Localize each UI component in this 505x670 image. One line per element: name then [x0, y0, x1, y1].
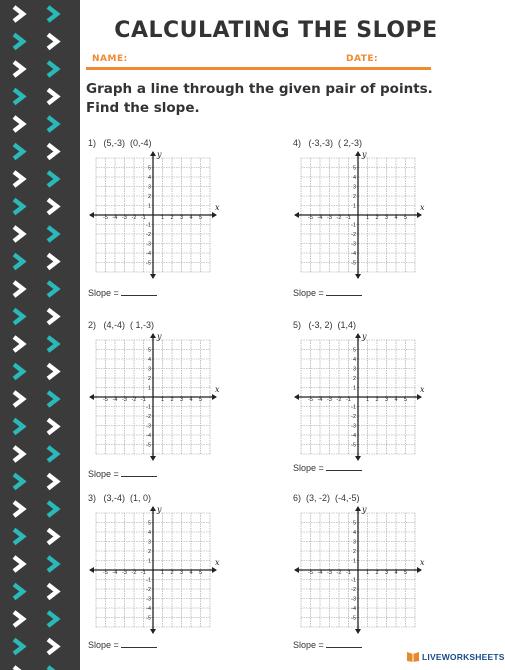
chevron-arrow — [48, 227, 57, 241]
chevron-arrow — [14, 35, 23, 49]
x-axis-arrow-right — [417, 394, 422, 400]
slope-answer[interactable] — [88, 287, 157, 298]
y-tick-label: 2 — [147, 549, 151, 555]
x-tick-label: 2 — [170, 397, 174, 403]
y-tick-label: -2 — [146, 414, 151, 420]
x-tick-label: -2 — [131, 215, 137, 221]
y-tick-label: 2 — [352, 194, 356, 200]
slope-blank[interactable] — [326, 639, 362, 648]
x-tick-label: 3 — [179, 570, 184, 576]
y-tick-label: 2 — [147, 376, 151, 382]
x-tick-label: -2 — [131, 397, 137, 403]
x-tick-label: -5 — [308, 397, 313, 403]
x-tick-label: -1 — [346, 215, 351, 221]
x-tick-label: -5 — [308, 570, 313, 576]
x-tick-label: 1 — [365, 570, 370, 576]
y-tick-label: -5 — [351, 615, 356, 622]
y-tick-label: -4 — [146, 606, 151, 612]
slope-label: Slope = — [88, 288, 119, 298]
chevron-arrow — [14, 282, 23, 296]
x-tick-label: 3 — [384, 215, 389, 221]
coordinate-grid[interactable] — [88, 505, 218, 630]
instructions-line-1: Graph a line through the given pair of points. — [86, 81, 433, 97]
chevron-arrow — [48, 557, 57, 571]
y-tick-label: -2 — [351, 587, 356, 593]
x-axis-label: x — [420, 558, 425, 567]
header-rule — [86, 67, 431, 70]
y-tick-label: 4 — [147, 175, 151, 181]
y-axis-arrow-up — [355, 506, 361, 511]
slope-blank[interactable] — [326, 462, 362, 471]
x-tick-label: -4 — [317, 215, 323, 221]
chevron-arrow — [14, 310, 23, 324]
x-tick-label: -5 — [308, 215, 313, 221]
x-axis-arrow-right — [212, 394, 217, 400]
y-tick-label: -2 — [146, 587, 151, 593]
x-tick-label: 1 — [365, 215, 370, 221]
chevron-arrow — [14, 172, 23, 186]
x-tick-label: 4 — [394, 570, 398, 576]
x-tick-label: 2 — [170, 215, 174, 221]
y-axis-arrow-up — [355, 333, 361, 338]
x-tick-label: -4 — [112, 570, 118, 576]
y-tick-label: -2 — [351, 232, 356, 238]
problem-5 — [293, 320, 473, 495]
x-tick-label: -5 — [103, 397, 108, 403]
chevron-arrow — [14, 227, 23, 241]
x-tick-label: -4 — [317, 570, 323, 576]
y-tick-label: -4 — [351, 251, 356, 257]
chevron-arrow — [48, 117, 57, 131]
logo-wordmark: LIVEWORKSHEETS — [422, 652, 505, 662]
slope-label: Slope = — [88, 640, 119, 650]
coordinate-grid[interactable] — [293, 150, 423, 275]
chevron-arrow — [14, 392, 23, 406]
chevron-arrow — [48, 310, 57, 324]
chevron-arrow — [14, 255, 23, 269]
chevron-arrow — [48, 282, 57, 296]
coordinate-grid[interactable] — [88, 150, 218, 275]
chevron-arrow — [48, 7, 57, 21]
y-tick-label: 4 — [352, 175, 356, 181]
slope-answer[interactable] — [88, 639, 157, 650]
problem-4 — [293, 138, 473, 313]
x-tick-label: -2 — [336, 570, 342, 576]
y-tick-label: -5 — [146, 442, 151, 449]
slope-label: Slope = — [293, 640, 324, 650]
x-tick-label: 2 — [375, 397, 379, 403]
x-tick-label: -3 — [327, 570, 332, 576]
x-axis-arrow-right — [212, 567, 217, 573]
x-tick-label: 5 — [403, 570, 408, 576]
x-tick-label: 4 — [189, 397, 193, 403]
x-tick-label: 5 — [198, 215, 203, 221]
x-tick-label: -3 — [122, 215, 127, 221]
y-axis-arrow-down — [355, 274, 361, 279]
slope-answer[interactable] — [293, 287, 362, 298]
chevron-arrow — [14, 447, 23, 461]
y-tick-label: 5 — [147, 520, 151, 527]
x-tick-label: 3 — [384, 570, 389, 576]
y-axis-arrow-down — [150, 456, 156, 461]
x-tick-label: -5 — [103, 215, 108, 221]
chevron-arrow — [14, 612, 23, 626]
chevron-arrow — [48, 62, 57, 76]
slope-answer[interactable] — [293, 462, 362, 473]
x-axis-arrow-left — [89, 212, 94, 218]
x-axis-label: x — [420, 203, 425, 212]
y-tick-label: -2 — [351, 414, 356, 420]
chevron-arrow — [14, 557, 23, 571]
chevron-arrow — [48, 392, 57, 406]
x-axis-arrow-right — [212, 212, 217, 218]
coordinate-grid[interactable] — [293, 332, 423, 457]
chevron-arrow — [14, 585, 23, 599]
x-tick-label: 1 — [160, 397, 165, 403]
y-tick-label: 3 — [352, 184, 356, 191]
chevron-arrow — [48, 612, 57, 626]
chevron-arrow — [48, 585, 57, 599]
y-tick-label: 4 — [352, 530, 356, 536]
y-axis-arrow-up — [150, 333, 156, 338]
instructions-line-2: Find the slope. — [86, 100, 200, 116]
y-tick-label: 4 — [352, 357, 356, 363]
y-tick-label: -1 — [146, 577, 151, 584]
x-tick-label: 4 — [394, 397, 398, 403]
x-axis-arrow-left — [294, 394, 299, 400]
y-tick-label: 4 — [147, 530, 151, 536]
y-tick-label: 5 — [352, 165, 356, 172]
y-tick-label: -1 — [146, 404, 151, 411]
y-tick-label: -3 — [146, 241, 151, 248]
y-axis-arrow-up — [355, 151, 361, 156]
y-tick-label: 3 — [147, 366, 151, 373]
problem-label: 5) (-3, 2) (1,4) — [293, 320, 357, 330]
y-axis-label: y — [362, 150, 367, 159]
slope-blank[interactable] — [121, 468, 157, 477]
y-tick-label: -5 — [351, 260, 356, 267]
y-tick-label: 2 — [147, 194, 151, 200]
chevron-arrow — [48, 420, 57, 434]
y-tick-label: 5 — [352, 520, 356, 527]
chevron-arrow — [48, 337, 57, 351]
x-tick-label: 1 — [160, 215, 165, 221]
chevron-arrow — [48, 530, 57, 544]
y-tick-label: -1 — [351, 404, 356, 411]
y-tick-label: -3 — [351, 423, 356, 430]
chevron-arrow — [14, 365, 23, 379]
x-axis-arrow-left — [294, 212, 299, 218]
y-tick-label: 5 — [147, 347, 151, 354]
problem-label: 3) (3,-4) (1, 0) — [88, 493, 152, 503]
x-tick-label: 4 — [189, 215, 193, 221]
chevron-arrow — [48, 502, 57, 516]
x-tick-label: 1 — [160, 570, 165, 576]
y-axis-label: y — [157, 505, 162, 514]
y-axis-label: y — [362, 332, 367, 341]
y-tick-label: 4 — [147, 357, 151, 363]
chevron-arrow — [14, 145, 23, 159]
y-tick-label: 2 — [352, 549, 356, 555]
y-tick-label: -4 — [146, 433, 151, 439]
slope-blank[interactable] — [121, 639, 157, 648]
y-axis-arrow-down — [355, 629, 361, 634]
y-axis-label: y — [157, 150, 162, 159]
book-icon — [406, 650, 420, 662]
instructions — [86, 80, 461, 118]
y-tick-label: -1 — [146, 222, 151, 229]
x-axis-label: x — [215, 385, 220, 394]
y-tick-label: 2 — [352, 376, 356, 382]
chevron-arrow — [48, 475, 57, 489]
x-tick-label: 5 — [403, 215, 408, 221]
y-tick-label: -4 — [351, 606, 356, 612]
x-axis-label: x — [215, 203, 220, 212]
y-tick-label: -1 — [351, 222, 356, 229]
x-tick-label: -2 — [336, 215, 342, 221]
chevron-arrow — [48, 447, 57, 461]
y-tick-label: -3 — [351, 241, 356, 248]
chevron-arrow — [14, 7, 23, 21]
name-field-label: NAME: — [92, 54, 128, 64]
x-tick-label: 3 — [179, 215, 184, 221]
y-axis-arrow-down — [150, 629, 156, 634]
problem-label: 6) (3, -2) (-4,-5) — [293, 493, 360, 503]
problem-3 — [88, 493, 268, 668]
problem-2 — [88, 320, 268, 495]
x-tick-label: 2 — [170, 570, 174, 576]
x-tick-label: 5 — [198, 397, 203, 403]
chevron-arrow — [48, 172, 57, 186]
y-tick-label: 5 — [147, 165, 151, 172]
x-tick-label: -1 — [346, 397, 351, 403]
x-tick-label: 3 — [384, 397, 389, 403]
x-tick-label: -4 — [112, 215, 118, 221]
y-tick-label: 5 — [352, 347, 356, 354]
x-tick-label: -4 — [317, 397, 323, 403]
y-tick-label: 3 — [147, 184, 151, 191]
x-axis-arrow-right — [417, 212, 422, 218]
problem-label: 4) (-3,-3) ( 2,-3) — [293, 138, 363, 148]
liveworksheets-logo — [406, 644, 505, 668]
y-tick-label: -2 — [146, 232, 151, 238]
x-tick-label: 1 — [365, 397, 370, 403]
x-tick-label: 5 — [403, 397, 408, 403]
worksheet-title: CALCULATING THE SLOPE — [114, 18, 438, 43]
chevron-arrow — [48, 35, 57, 49]
y-tick-label: -3 — [146, 596, 151, 603]
x-tick-label: -1 — [141, 570, 146, 576]
problem-label: 2) (4,-4) ( 1,-3) — [88, 320, 155, 330]
y-tick-label: 3 — [352, 539, 356, 546]
date-field-label: DATE: — [346, 54, 379, 64]
chevron-arrow — [14, 117, 23, 131]
chevron-arrow — [14, 475, 23, 489]
slope-answer[interactable] — [293, 639, 362, 650]
slope-blank[interactable] — [326, 287, 362, 296]
x-tick-label: -1 — [346, 570, 351, 576]
x-axis-label: x — [215, 558, 220, 567]
slope-blank[interactable] — [121, 287, 157, 296]
problem-label: 1) (5,-3) (0,-4) — [88, 138, 152, 148]
x-tick-label: -1 — [141, 397, 146, 403]
y-tick-label: 3 — [147, 539, 151, 546]
y-tick-label: 1 — [352, 385, 356, 392]
y-axis-arrow-up — [150, 506, 156, 511]
x-tick-label: -3 — [327, 215, 332, 221]
x-axis-arrow-right — [417, 567, 422, 573]
y-tick-label: -5 — [146, 615, 151, 622]
coordinate-grid[interactable] — [293, 505, 423, 630]
y-tick-label: 1 — [352, 558, 356, 565]
y-tick-label: 1 — [147, 558, 151, 565]
chevron-arrow — [14, 200, 23, 214]
chevron-pattern — [0, 0, 80, 670]
x-tick-label: 4 — [394, 215, 398, 221]
y-tick-label: 1 — [147, 385, 151, 392]
y-tick-label: 1 — [147, 203, 151, 210]
chevron-arrow — [14, 530, 23, 544]
y-axis-arrow-up — [150, 151, 156, 156]
x-tick-label: -3 — [122, 397, 127, 403]
x-tick-label: 5 — [198, 570, 203, 576]
x-axis-label: x — [420, 385, 425, 394]
chevron-arrow — [48, 145, 57, 159]
slope-label: Slope = — [88, 469, 119, 479]
decorative-chevron-band — [0, 0, 80, 670]
x-tick-label: 2 — [375, 570, 379, 576]
y-axis-label: y — [157, 332, 162, 341]
x-tick-label: -3 — [327, 397, 332, 403]
chevron-arrow — [48, 90, 57, 104]
y-tick-label: -1 — [351, 577, 356, 584]
slope-label: Slope = — [293, 288, 324, 298]
problem-1 — [88, 138, 268, 313]
y-tick-label: -5 — [146, 260, 151, 267]
chevron-arrow — [14, 420, 23, 434]
x-tick-label: 2 — [375, 215, 379, 221]
problem-6 — [293, 493, 473, 668]
x-tick-label: -2 — [336, 397, 342, 403]
chevron-arrow — [14, 640, 23, 654]
x-tick-label: -1 — [141, 215, 146, 221]
chevron-arrow — [14, 62, 23, 76]
chevron-arrow — [48, 640, 57, 654]
y-tick-label: -3 — [146, 423, 151, 430]
x-tick-label: -2 — [131, 570, 137, 576]
y-tick-label: -4 — [351, 433, 356, 439]
y-tick-label: 3 — [352, 366, 356, 373]
slope-label: Slope = — [293, 463, 324, 473]
x-axis-arrow-left — [89, 567, 94, 573]
y-axis-label: y — [362, 505, 367, 514]
slope-answer[interactable] — [88, 468, 157, 479]
chevron-arrow — [48, 255, 57, 269]
chevron-arrow — [14, 337, 23, 351]
y-axis-arrow-down — [150, 274, 156, 279]
x-tick-label: 4 — [189, 570, 193, 576]
chevron-arrow — [14, 502, 23, 516]
chevron-arrow — [14, 90, 23, 104]
y-tick-label: -3 — [351, 596, 356, 603]
y-tick-label: -4 — [146, 251, 151, 257]
chevron-arrow — [48, 200, 57, 214]
x-tick-label: -5 — [103, 570, 108, 576]
x-axis-arrow-left — [89, 394, 94, 400]
x-tick-label: -4 — [112, 397, 118, 403]
y-tick-label: 1 — [352, 203, 356, 210]
x-axis-arrow-left — [294, 567, 299, 573]
coordinate-grid[interactable] — [88, 332, 218, 457]
chevron-arrow — [48, 365, 57, 379]
x-tick-label: 3 — [179, 397, 184, 403]
y-axis-arrow-down — [355, 456, 361, 461]
y-tick-label: -5 — [351, 442, 356, 449]
x-tick-label: -3 — [122, 570, 127, 576]
